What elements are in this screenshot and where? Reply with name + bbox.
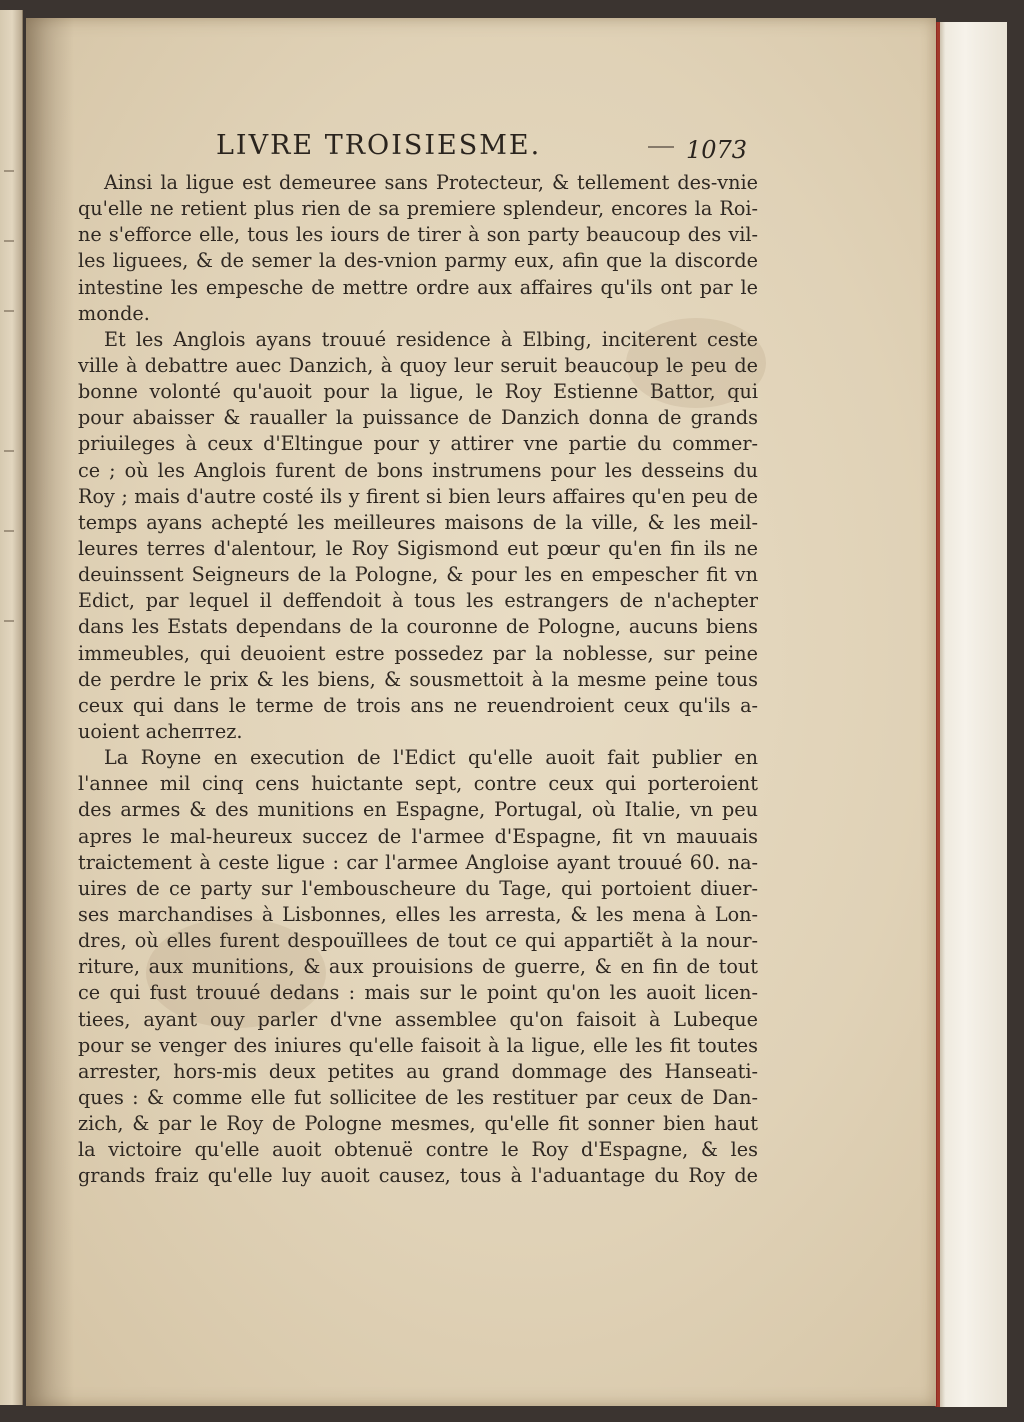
text-line: priuileges à ceux d'Eltingue pour y attirer vne partie du commer- (78, 432, 758, 456)
text-line: Roy ; mais d'autre costé ils y firent si bien leurs affaires qu'en peu de (78, 484, 758, 508)
edge-mark (4, 620, 14, 622)
text-line: dans les Estats dependans de la couronne de Pologne, aucuns biens (78, 615, 758, 639)
edge-mark (4, 310, 14, 312)
text-line: apres le mal-heureux succez de l'armee d'Espagne, fit vn mauuais (78, 824, 758, 848)
text-line: ceux qui dans le terme de trois ans ne reuendroient ceux qu'ils a- (78, 693, 758, 717)
edge-mark (4, 170, 14, 172)
page-number: 1073 (686, 136, 748, 164)
text-line: ne s'efforce elle, tous les iours de tirer à son party beaucoup des vil- (78, 223, 758, 247)
text-line: Et les Anglois ayans trouué residence à Elbing, inciterent ceste (104, 327, 758, 351)
text-line: intestine les empesche de mettre ordre aux affaires qu'ils ont par le (78, 275, 758, 299)
edge-mark (4, 240, 14, 242)
book-cover-edge (935, 22, 1007, 1407)
text-line: ques : & comme elle fut sollicitee de les restituer par ceux de Dan- (78, 1085, 758, 1109)
text-line: qu'elle ne retient plus rien de sa premiere splendeur, encores la Roi- (78, 197, 758, 221)
edge-mark (4, 530, 14, 532)
text-line: dres, où elles furent despouïllees de tout ce qui appartiẽt à la nour- (78, 929, 758, 953)
text-line: pour abaisser & raualler la puissance de Danzich donna de grands (78, 406, 758, 430)
left-page-edge (0, 10, 23, 1405)
text-line: tiees, ayant ouy parler d'vne assemblee qu'on faisoit à Lubeque (78, 1007, 758, 1031)
text-line: leures terres d'alentour, le Roy Sigismond eut pœur qu'en fin ils ne (78, 536, 758, 560)
text-line: les liguees, & de semer la des-vnion parmy eux, afin que la discorde (78, 249, 758, 273)
text-line: temps ayans achepté les meilleures maisons de la ville, & les meil- (78, 510, 758, 534)
text-line: l'annee mil cinq cens huictante sept, contre ceux qui porteroient (78, 772, 758, 796)
edge-mark (4, 450, 14, 452)
text-line: uoient achептez. (78, 719, 243, 743)
text-line: uires de ce party sur l'embouscheure du Tage, qui portoient diuer- (78, 876, 758, 900)
gutter-shadow (26, 18, 74, 1406)
text-line: bonne volonté qu'auoit pour la ligue, le Roy Estienne Battor, qui (78, 380, 758, 404)
running-head-rule (648, 146, 674, 148)
text-line: ce ; où les Anglois furent de bons instrumens pour les desseins du (78, 458, 758, 482)
cover-red-edge (937, 22, 940, 1407)
running-title: LIVRE TROISIESME. (216, 130, 542, 161)
body-text (78, 170, 758, 1189)
text-line: monde. (78, 301, 150, 325)
text-line: la victoire qu'elle auoit obtenuë contre le Roy d'Espagne, & les (78, 1138, 758, 1162)
text-line: immeubles, qui deuoient estre possedez par la noblesse, sur peine (78, 641, 758, 665)
text-line: Ainsi la ligue est demeuree sans Protecteur, & tellement des-vnie (104, 171, 758, 194)
book-page (26, 18, 936, 1406)
text-line: Edict, par lequel il deffendoit à tous les estrangers de n'achepter (78, 589, 758, 613)
text-line: ce qui fust trouué dedans : mais sur le point qu'on les auoit licen- (78, 981, 758, 1005)
text-line: pour se venger des iniures qu'elle faisoit à la ligue, elle les fit toutes (78, 1033, 758, 1057)
text-line: de perdre le prix & les biens, & sousmettoit à la mesme peine tous (78, 667, 758, 691)
text-line: ses marchandises à Lisbonnes, elles les arresta, & les mena à Lon- (78, 902, 758, 926)
text-line: grands fraiz qu'elle luy auoit causez, tous à l'aduantage du Roy de (78, 1164, 758, 1188)
text-line: des armes & des munitions en Espagne, Portugal, où Italie, vn peu (78, 798, 758, 822)
text-line: La Royne en execution de l'Edict qu'elle auoit fait publier en (104, 746, 758, 770)
text-line: deuinssent Seigneurs de la Pologne, & pour les en empescher fit vn (78, 563, 758, 587)
text-line: traictement à ceste ligue : car l'armee Angloise ayant trouué 60. na- (78, 850, 758, 874)
text-line: zich, & par le Roy de Pologne mesmes, qu'elle fit sonner bien haut (78, 1112, 758, 1136)
text-line: ville à debattre auec Danzich, à quoy leur seruit beaucoup le peu de (78, 353, 758, 377)
text-line: riture, aux munitions, & aux prouisions de guerre, & en fin de tout (78, 955, 758, 979)
text-line: arrester, hors-mis deux petites au grand dommage des Hanseati- (78, 1059, 758, 1083)
